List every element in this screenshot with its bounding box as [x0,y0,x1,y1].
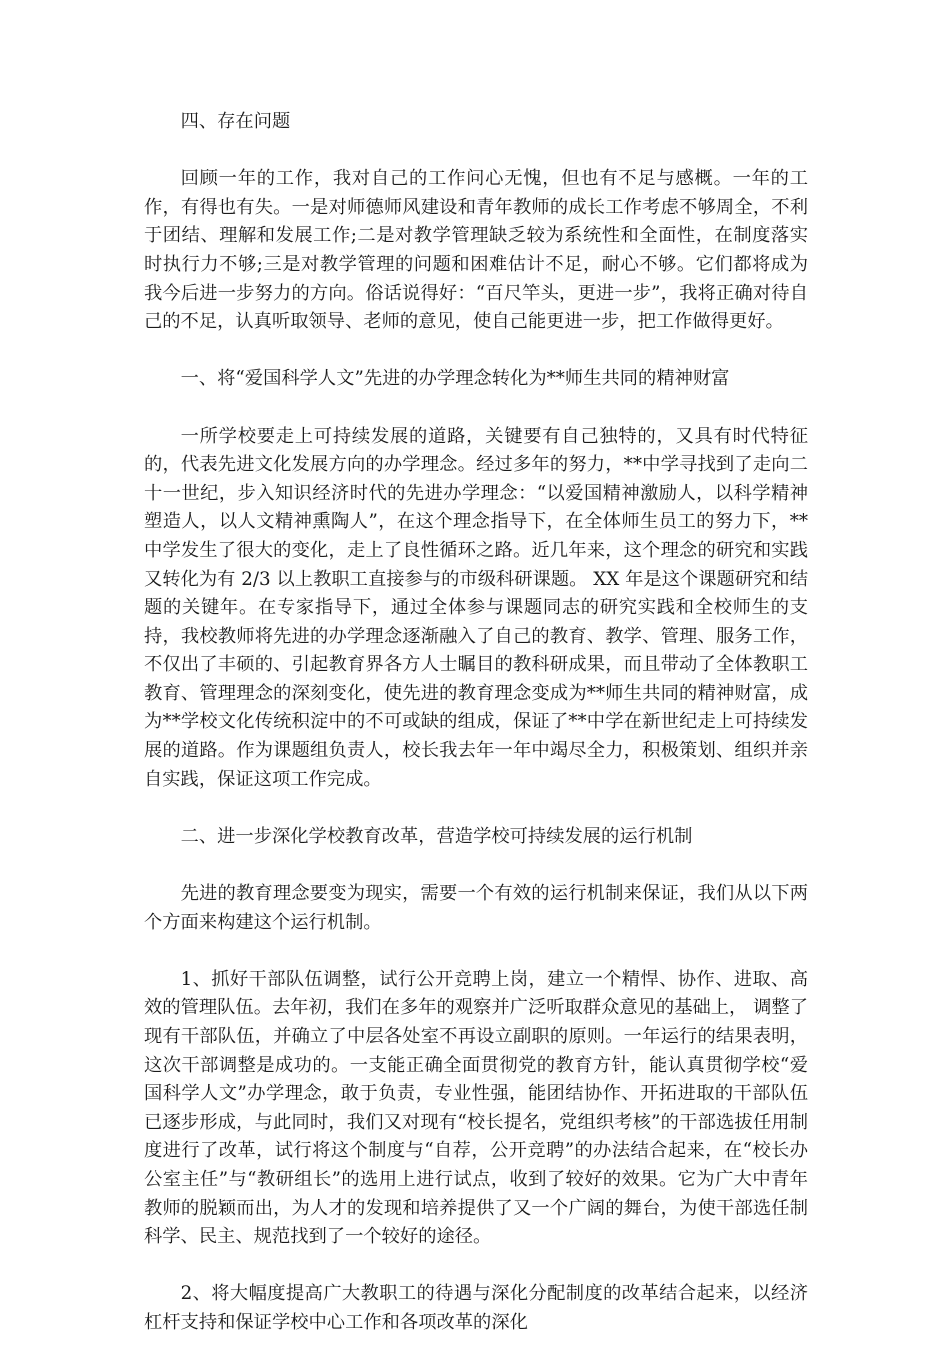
section-heading-philosophy: 一、将“爱国科学人文”先进的办学理念转化为**师生共同的精神财富 [180,368,730,390]
paragraph-review: 回顾一年的工作，我对自己的工作问心无愧，但也有不足与感概。一年的工作，有得也有失。一是对师德师风建设和青年教师的成长工作考虑不够周全，不利于团结、理解和发展工作;二是对教学管理缺乏较为系统性和全面性，在制度落实时执行力不够;三是对教学管理的问题和困难估计不足，耐心不够。它们都将成为我今后进一步努力的方向。俗话说得好：“百尺竿头，更进一步”，我将正确对待自己的不足，认真听取领导、老师的意见，使自己能更进一步，把工作做得更好。 [144,168,808,333]
document-body [144,108,808,1366]
section-heading-reform: 二、进一步深化学校教育改革，营造学校可持续发展的运行机制 [180,825,693,847]
paragraph-reform-intro: 先进的教育理念要变为现实，需要一个有效的运行机制来保证，我们从以下两个方面来构建这个运行机制。 [144,883,808,933]
paragraph-salary-reform: 2、将大幅度提高广大教职工的待遇与深化分配制度的改革结合起来，以经济杠杆支持和保证学校中心工作和各项改革的深化 [144,1283,808,1333]
section-heading-problems: 四、存在问题 [180,111,291,132]
paragraph-cadre-adjustment: 1、抓好干部队伍调整，试行公开竞聘上岗，建立一个精悍、协作、进取、高效的管理队伍。去年初，我们在多年的观察并广泛听取群众意见的基础上， 调整了现有干部队伍，并确立了中层各处室不再设立副职的原则。一年运行的结果表明，这次干部调整是成功的。一支能正确全面贯彻党的教育方针，能认真贯彻学校“爱国科学人文”办学理念，敢于负责，专业性强，能团结协作、开拓进取的干部队伍已逐步形成，与此同时，我们又对现有“校长提名，党组织考核”的干部选拔任用制度进行了改革，试行将这个制度与“自荐，公开竞聘”的办法结合起来，在“校长办公室主任”与“教研组长”的选用上进行试点，收到了较好的效果。它为广大中青年教师的脱颖而出，为人才的发现和培养提供了又一个广阔的舞台，为使干部选任制科学、民主、规范找到了一个较好的途径。 [144,968,808,1248]
paragraph-philosophy: 一所学校要走上可持续发展的道路，关键要有自己独特的，又具有时代特征的，代表先进文化发展方向的办学理念。经过多年的努力，**中学寻找到了走向二十一世纪，步入知识经济时代的先进办学理念：“以爱国精神激励人，以科学精神塑造人，以人文精神熏陶人”，在这个理念指导下，在全体师生员工的努力下，** 中学发生了很大的变化，走上了良性循环之路。近几年来，这个理念的研究和实践又转化为有 2/3 以上教职工直接参与的市级科研课题。 XX 年是这个课题研究和结题的关键年。在专家指导下，通过全体参与课题同志的研究实践和全校师生的支持，我校教师将先进的办学理念逐渐融入了自己的教育、教学、管理、服务工作，不仅出了丰硕的、引起教育界各方人士瞩目的教科研成果，而且带动了全体教职工教育、管理理念的深刻变化，使先进的教育理念变成为**师生共同的精神财富，成为**学校文化传统积淀中的不可或缺的组成，保证了**中学在新世纪走上可持续发展的道路。作为课题组负责人，校长我去年一年中竭尽全力，积极策划、组织并亲自实践，保证这项工作完成。 [144,425,808,790]
